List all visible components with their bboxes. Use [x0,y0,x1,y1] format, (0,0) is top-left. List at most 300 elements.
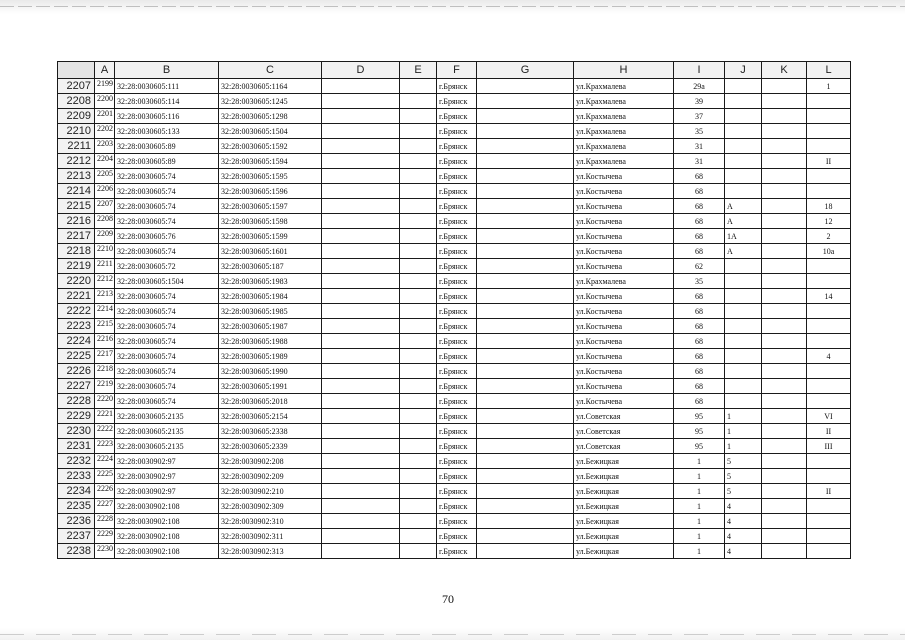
cell-d[interactable] [322,319,400,334]
cell-j[interactable] [725,319,762,334]
cell-l[interactable]: II [807,424,851,439]
row-number[interactable]: 2238 [58,544,95,559]
cell-h[interactable]: ул.Костычева [574,289,674,304]
cell-f[interactable]: г.Брянск [437,334,477,349]
cell-e[interactable] [400,379,437,394]
cell-g[interactable] [477,454,574,469]
cell-h[interactable]: ул.Советская [574,424,674,439]
cell-k[interactable] [762,214,807,229]
cell-h[interactable]: ул.Бежицкая [574,499,674,514]
cell-k[interactable] [762,94,807,109]
cell-d[interactable] [322,484,400,499]
column-header-j[interactable]: J [725,62,762,79]
cell-a[interactable]: 2230 [95,544,115,559]
cell-a[interactable]: 2208 [95,214,115,229]
cell-c[interactable]: 32:28:0030902:311 [219,529,322,544]
cell-c[interactable]: 32:28:0030605:2339 [219,439,322,454]
cell-h[interactable]: ул.Костычева [574,394,674,409]
cell-h[interactable]: ул.Бежицкая [574,484,674,499]
cell-f[interactable]: г.Брянск [437,544,477,559]
cell-f[interactable]: г.Брянск [437,259,477,274]
cell-g[interactable] [477,424,574,439]
cell-e[interactable] [400,274,437,289]
cell-c[interactable]: 32:28:0030902:208 [219,454,322,469]
cell-a[interactable]: 2227 [95,499,115,514]
cell-b[interactable]: 32:28:0030902:97 [115,484,219,499]
cell-f[interactable]: г.Брянск [437,169,477,184]
cell-g[interactable] [477,289,574,304]
cell-k[interactable] [762,484,807,499]
cell-g[interactable] [477,139,574,154]
cell-i[interactable]: 1 [674,544,725,559]
cell-l[interactable]: III [807,439,851,454]
cell-e[interactable] [400,79,437,94]
row-number[interactable]: 2226 [58,364,95,379]
cell-i[interactable]: 1 [674,469,725,484]
cell-g[interactable] [477,259,574,274]
cell-h[interactable]: ул.Советская [574,439,674,454]
cell-j[interactable]: 5 [725,484,762,499]
cell-b[interactable]: 32:28:0030605:114 [115,94,219,109]
column-header-i[interactable]: I [674,62,725,79]
cell-e[interactable] [400,454,437,469]
cell-l[interactable] [807,109,851,124]
cell-e[interactable] [400,259,437,274]
cell-k[interactable] [762,79,807,94]
cell-k[interactable] [762,124,807,139]
cell-j[interactable] [725,334,762,349]
cell-b[interactable]: 32:28:0030605:89 [115,139,219,154]
cell-g[interactable] [477,409,574,424]
cell-g[interactable] [477,304,574,319]
cell-l[interactable] [807,124,851,139]
cell-b[interactable]: 32:28:0030605:2135 [115,409,219,424]
cell-b[interactable]: 32:28:0030902:108 [115,499,219,514]
row-number[interactable]: 2213 [58,169,95,184]
cell-i[interactable]: 68 [674,394,725,409]
cell-e[interactable] [400,214,437,229]
cell-b[interactable]: 32:28:0030605:74 [115,304,219,319]
cell-k[interactable] [762,409,807,424]
cell-e[interactable] [400,244,437,259]
cell-b[interactable]: 32:28:0030605:2135 [115,424,219,439]
cell-h[interactable]: ул.Костычева [574,184,674,199]
row-number[interactable]: 2215 [58,199,95,214]
cell-b[interactable]: 32:28:0030605:111 [115,79,219,94]
row-number[interactable]: 2235 [58,499,95,514]
cell-j[interactable]: А [725,199,762,214]
cell-a[interactable]: 2220 [95,394,115,409]
cell-k[interactable] [762,244,807,259]
cell-c[interactable]: 32:28:0030605:1989 [219,349,322,364]
cell-k[interactable] [762,109,807,124]
cell-f[interactable]: г.Брянск [437,349,477,364]
cell-a[interactable]: 2207 [95,199,115,214]
cell-j[interactable]: 1 [725,409,762,424]
cell-l[interactable] [807,169,851,184]
cell-l[interactable] [807,364,851,379]
cell-j[interactable] [725,109,762,124]
cell-f[interactable]: г.Брянск [437,364,477,379]
cell-f[interactable]: г.Брянск [437,469,477,484]
cell-e[interactable] [400,94,437,109]
cell-c[interactable]: 32:28:0030605:1597 [219,199,322,214]
cell-h[interactable]: ул.Бежицкая [574,469,674,484]
cell-j[interactable] [725,289,762,304]
cell-i[interactable]: 68 [674,199,725,214]
cell-e[interactable] [400,169,437,184]
cell-a[interactable]: 2211 [95,259,115,274]
cell-i[interactable]: 68 [674,379,725,394]
cell-g[interactable] [477,334,574,349]
cell-f[interactable]: г.Брянск [437,529,477,544]
cell-d[interactable] [322,274,400,289]
cell-a[interactable]: 2201 [95,109,115,124]
cell-d[interactable] [322,154,400,169]
cell-i[interactable]: 68 [674,289,725,304]
cell-a[interactable]: 2206 [95,184,115,199]
cell-c[interactable]: 32:28:0030605:1599 [219,229,322,244]
cell-h[interactable]: ул.Костычева [574,199,674,214]
cell-l[interactable]: 12 [807,214,851,229]
cell-a[interactable]: 2203 [95,139,115,154]
cell-e[interactable] [400,424,437,439]
cell-g[interactable] [477,154,574,169]
cell-i[interactable]: 35 [674,124,725,139]
cell-i[interactable]: 68 [674,214,725,229]
cell-l[interactable] [807,379,851,394]
cell-k[interactable] [762,184,807,199]
cell-e[interactable] [400,184,437,199]
cell-h[interactable]: ул.Костычева [574,244,674,259]
cell-k[interactable] [762,154,807,169]
row-number[interactable]: 2219 [58,259,95,274]
row-number[interactable]: 2222 [58,304,95,319]
cell-c[interactable]: 32:28:0030902:310 [219,514,322,529]
cell-a[interactable]: 2225 [95,469,115,484]
column-header-k[interactable]: K [762,62,807,79]
cell-a[interactable]: 2223 [95,439,115,454]
cell-f[interactable]: г.Брянск [437,319,477,334]
cell-g[interactable] [477,394,574,409]
cell-d[interactable] [322,124,400,139]
cell-c[interactable]: 32:28:0030605:1594 [219,154,322,169]
cell-a[interactable]: 2209 [95,229,115,244]
cell-f[interactable]: г.Брянск [437,124,477,139]
cell-e[interactable] [400,439,437,454]
cell-b[interactable]: 32:28:0030605:74 [115,214,219,229]
cell-d[interactable] [322,439,400,454]
cell-k[interactable] [762,334,807,349]
cell-l[interactable] [807,469,851,484]
cell-a[interactable]: 2202 [95,124,115,139]
cell-l[interactable]: 14 [807,289,851,304]
cell-j[interactable] [725,349,762,364]
cell-k[interactable] [762,289,807,304]
cell-a[interactable]: 2210 [95,244,115,259]
row-number[interactable]: 2227 [58,379,95,394]
cell-f[interactable]: г.Брянск [437,154,477,169]
cell-h[interactable]: ул.Костычева [574,319,674,334]
cell-b[interactable]: 32:28:0030605:76 [115,229,219,244]
cell-j[interactable]: 1А [725,229,762,244]
cell-d[interactable] [322,394,400,409]
column-header-f[interactable]: F [437,62,477,79]
cell-b[interactable]: 32:28:0030902:108 [115,529,219,544]
cell-h[interactable]: ул.Костычева [574,349,674,364]
cell-b[interactable]: 32:28:0030605:74 [115,334,219,349]
cell-b[interactable]: 32:28:0030605:74 [115,319,219,334]
cell-e[interactable] [400,469,437,484]
cell-k[interactable] [762,319,807,334]
cell-i[interactable]: 35 [674,274,725,289]
cell-h[interactable]: ул.Бежицкая [574,514,674,529]
cell-i[interactable]: 1 [674,499,725,514]
cell-f[interactable]: г.Брянск [437,229,477,244]
cell-a[interactable]: 2213 [95,289,115,304]
column-header-e[interactable]: E [400,62,437,79]
cell-f[interactable]: г.Брянск [437,439,477,454]
row-number[interactable]: 2236 [58,514,95,529]
cell-c[interactable]: 32:28:0030605:1990 [219,364,322,379]
row-number[interactable]: 2211 [58,139,95,154]
cell-f[interactable]: г.Брянск [437,514,477,529]
cell-k[interactable] [762,439,807,454]
cell-h[interactable]: ул.Крахмалева [574,94,674,109]
cell-e[interactable] [400,529,437,544]
cell-e[interactable] [400,544,437,559]
cell-a[interactable]: 2218 [95,364,115,379]
cell-c[interactable]: 32:28:0030902:313 [219,544,322,559]
cell-a[interactable]: 2212 [95,274,115,289]
column-header-a[interactable]: A [95,62,115,79]
cell-c[interactable]: 32:28:0030605:1598 [219,214,322,229]
row-number[interactable]: 2237 [58,529,95,544]
cell-j[interactable]: 4 [725,544,762,559]
column-header-c[interactable]: C [219,62,322,79]
cell-e[interactable] [400,139,437,154]
cell-j[interactable] [725,379,762,394]
cell-i[interactable]: 29а [674,79,725,94]
cell-g[interactable] [477,274,574,289]
row-number[interactable]: 2221 [58,289,95,304]
cell-g[interactable] [477,529,574,544]
cell-g[interactable] [477,484,574,499]
cell-g[interactable] [477,229,574,244]
row-number[interactable]: 2209 [58,109,95,124]
cell-e[interactable] [400,154,437,169]
cell-j[interactable] [725,139,762,154]
cell-c[interactable]: 32:28:0030605:1164 [219,79,322,94]
cell-j[interactable]: А [725,244,762,259]
column-header-b[interactable]: B [115,62,219,79]
cell-l[interactable] [807,259,851,274]
cell-c[interactable]: 32:28:0030902:209 [219,469,322,484]
cell-j[interactable] [725,94,762,109]
cell-c[interactable]: 32:28:0030605:1987 [219,319,322,334]
cell-i[interactable]: 62 [674,259,725,274]
cell-c[interactable]: 32:28:0030605:1504 [219,124,322,139]
cell-k[interactable] [762,529,807,544]
corner-cell[interactable] [58,62,95,79]
cell-c[interactable]: 32:28:0030605:1595 [219,169,322,184]
cell-d[interactable] [322,139,400,154]
cell-e[interactable] [400,484,437,499]
cell-k[interactable] [762,424,807,439]
cell-i[interactable]: 95 [674,439,725,454]
cell-f[interactable]: г.Брянск [437,304,477,319]
cell-k[interactable] [762,304,807,319]
cell-l[interactable] [807,334,851,349]
cell-c[interactable]: 32:28:0030605:1985 [219,304,322,319]
cell-g[interactable] [477,499,574,514]
cell-j[interactable] [725,169,762,184]
cell-a[interactable]: 2217 [95,349,115,364]
cell-j[interactable]: А [725,214,762,229]
cell-d[interactable] [322,379,400,394]
cell-j[interactable] [725,364,762,379]
cell-c[interactable]: 32:28:0030605:1988 [219,334,322,349]
cell-k[interactable] [762,169,807,184]
cell-l[interactable] [807,394,851,409]
cell-l[interactable]: II [807,154,851,169]
cell-g[interactable] [477,184,574,199]
cell-c[interactable]: 32:28:0030902:309 [219,499,322,514]
cell-l[interactable] [807,499,851,514]
cell-d[interactable] [322,514,400,529]
cell-e[interactable] [400,199,437,214]
cell-d[interactable] [322,349,400,364]
cell-b[interactable]: 32:28:0030605:133 [115,124,219,139]
cell-l[interactable] [807,529,851,544]
cell-j[interactable]: 4 [725,499,762,514]
cell-h[interactable]: ул.Бежицкая [574,454,674,469]
cell-h[interactable]: ул.Крахмалева [574,124,674,139]
cell-c[interactable]: 32:28:0030605:1592 [219,139,322,154]
row-number[interactable]: 2216 [58,214,95,229]
cell-e[interactable] [400,304,437,319]
cell-f[interactable]: г.Брянск [437,289,477,304]
row-number[interactable]: 2230 [58,424,95,439]
cell-l[interactable]: II [807,484,851,499]
cell-d[interactable] [322,109,400,124]
cell-c[interactable]: 32:28:0030605:2018 [219,394,322,409]
cell-l[interactable] [807,139,851,154]
cell-h[interactable]: ул.Крахмалева [574,109,674,124]
cell-l[interactable] [807,514,851,529]
cell-b[interactable]: 32:28:0030605:89 [115,154,219,169]
cell-c[interactable]: 32:28:0030605:1983 [219,274,322,289]
cell-i[interactable]: 1 [674,514,725,529]
row-number[interactable]: 2208 [58,94,95,109]
cell-b[interactable]: 32:28:0030605:116 [115,109,219,124]
cell-f[interactable]: г.Брянск [437,394,477,409]
cell-d[interactable] [322,244,400,259]
cell-j[interactable] [725,274,762,289]
row-number[interactable]: 2231 [58,439,95,454]
cell-b[interactable]: 32:28:0030605:74 [115,244,219,259]
cell-e[interactable] [400,499,437,514]
cell-d[interactable] [322,364,400,379]
cell-f[interactable]: г.Брянск [437,109,477,124]
cell-c[interactable]: 32:28:0030605:187 [219,259,322,274]
cell-f[interactable]: г.Брянск [437,484,477,499]
cell-h[interactable]: ул.Костычева [574,334,674,349]
cell-a[interactable]: 2226 [95,484,115,499]
cell-h[interactable]: ул.Костычева [574,214,674,229]
cell-g[interactable] [477,109,574,124]
column-header-l[interactable]: L [807,62,851,79]
cell-g[interactable] [477,124,574,139]
row-number[interactable]: 2212 [58,154,95,169]
row-number[interactable]: 2225 [58,349,95,364]
row-number[interactable]: 2223 [58,319,95,334]
cell-d[interactable] [322,529,400,544]
cell-j[interactable] [725,394,762,409]
cell-g[interactable] [477,439,574,454]
cell-j[interactable] [725,304,762,319]
cell-h[interactable]: ул.Костычева [574,169,674,184]
cell-c[interactable]: 32:28:0030605:1596 [219,184,322,199]
cell-k[interactable] [762,379,807,394]
cell-j[interactable]: 5 [725,469,762,484]
cell-h[interactable]: ул.Крахмалева [574,79,674,94]
cell-k[interactable] [762,229,807,244]
cell-d[interactable] [322,184,400,199]
cell-b[interactable]: 32:28:0030605:74 [115,184,219,199]
row-number[interactable]: 2228 [58,394,95,409]
cell-d[interactable] [322,79,400,94]
cell-a[interactable]: 2219 [95,379,115,394]
cell-h[interactable]: ул.Крахмалева [574,154,674,169]
cell-d[interactable] [322,289,400,304]
column-header-g[interactable]: G [477,62,574,79]
row-number[interactable]: 2234 [58,484,95,499]
cell-f[interactable]: г.Брянск [437,244,477,259]
cell-d[interactable] [322,469,400,484]
cell-h[interactable]: ул.Костычева [574,304,674,319]
cell-h[interactable]: ул.Костычева [574,259,674,274]
cell-a[interactable]: 2222 [95,424,115,439]
cell-e[interactable] [400,334,437,349]
cell-h[interactable]: ул.Крахмалева [574,274,674,289]
cell-k[interactable] [762,349,807,364]
cell-i[interactable]: 68 [674,304,725,319]
cell-i[interactable]: 1 [674,529,725,544]
row-number[interactable]: 2229 [58,409,95,424]
cell-k[interactable] [762,394,807,409]
cell-b[interactable]: 32:28:0030605:2135 [115,439,219,454]
cell-d[interactable] [322,424,400,439]
cell-a[interactable]: 2216 [95,334,115,349]
cell-e[interactable] [400,289,437,304]
cell-g[interactable] [477,349,574,364]
cell-k[interactable] [762,469,807,484]
cell-d[interactable] [322,334,400,349]
cell-i[interactable]: 68 [674,319,725,334]
cell-a[interactable]: 2229 [95,529,115,544]
cell-h[interactable]: ул.Крахмалева [574,139,674,154]
cell-c[interactable]: 32:28:0030605:1991 [219,379,322,394]
row-number[interactable]: 2207 [58,79,95,94]
row-number[interactable]: 2224 [58,334,95,349]
cell-i[interactable]: 68 [674,184,725,199]
cell-l[interactable]: 1 [807,79,851,94]
cell-k[interactable] [762,544,807,559]
cell-d[interactable] [322,229,400,244]
cell-e[interactable] [400,514,437,529]
cell-f[interactable]: г.Брянск [437,454,477,469]
